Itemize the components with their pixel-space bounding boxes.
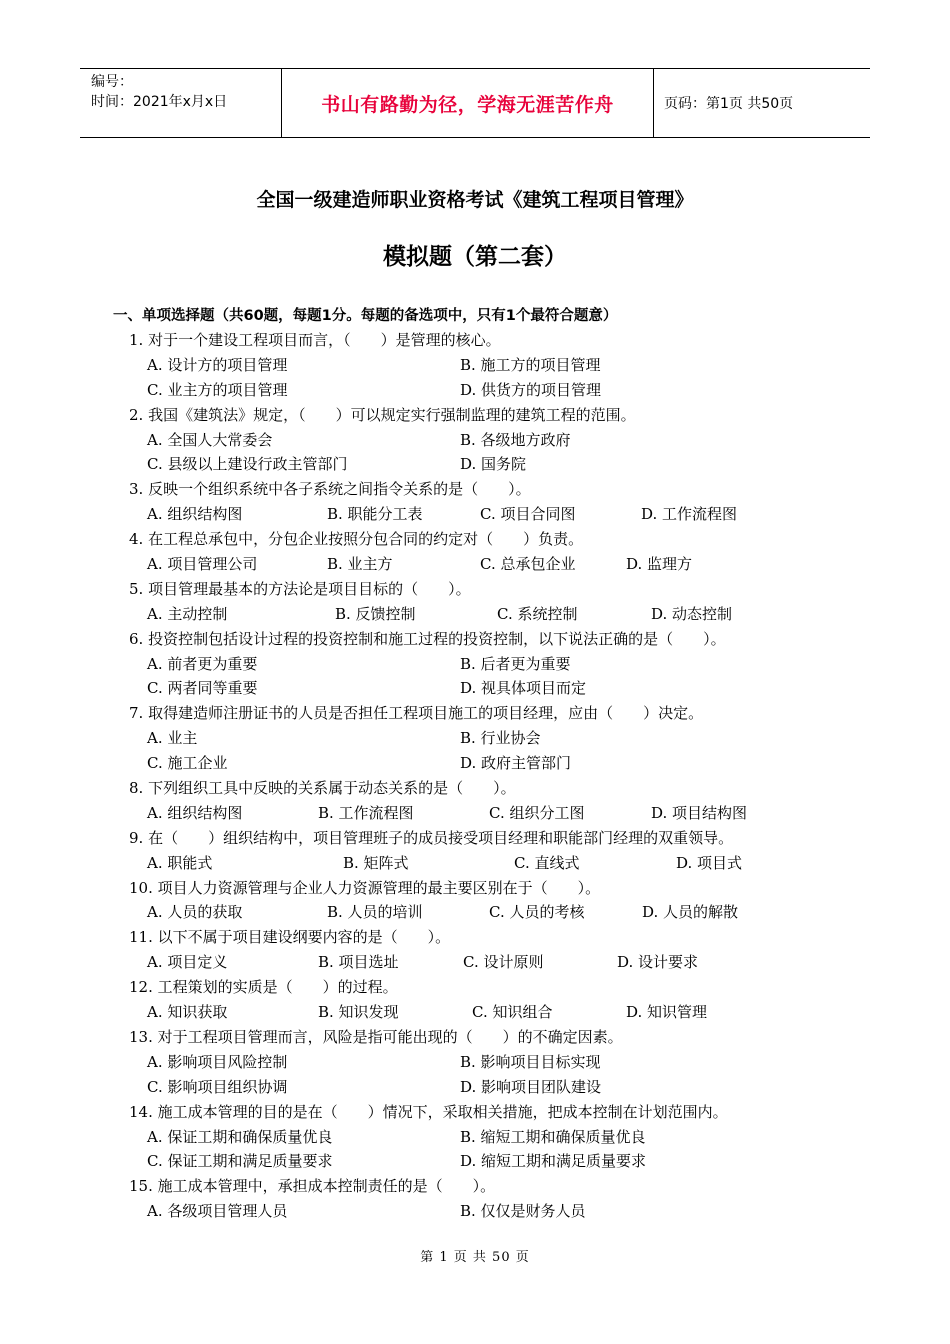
option: B. 业主方 bbox=[327, 555, 393, 574]
option: B. 项目选址 bbox=[318, 953, 399, 972]
option: C. 两者同等重要 bbox=[147, 679, 258, 698]
option: D. 人员的解散 bbox=[642, 903, 739, 922]
option: C. 总承包企业 bbox=[480, 555, 576, 574]
option: C. 组织分工图 bbox=[489, 803, 585, 822]
question-text: 1. 对于一个建设工程项目而言，（ ）是管理的核心。 bbox=[129, 331, 501, 349]
question-line bbox=[0, 527, 950, 552]
option: A. 前者更为重要 bbox=[147, 654, 258, 673]
option: A. 保证工期和确保质量优良 bbox=[147, 1127, 333, 1146]
option: B. 施工方的项目管理 bbox=[460, 355, 601, 374]
option: D. 供货方的项目管理 bbox=[460, 380, 602, 399]
option: D. 动态控制 bbox=[651, 604, 733, 623]
question-text: 2. 我国《建筑法》规定，（ ）可以规定实行强制监理的建筑工程的范围。 bbox=[129, 405, 636, 424]
question-text: 5. 项目管理最基本的方法论是项目目标的（ ）。 bbox=[129, 579, 471, 598]
option: B. 职能分工表 bbox=[327, 505, 423, 524]
option: C. 县级以上建设行政主管部门 bbox=[147, 455, 348, 474]
question-text: 14. 施工成本管理的目的是在（ ）情况下，采取相关措施，把成本控制在计划范围内。 bbox=[129, 1102, 728, 1121]
option: D. 设计要求 bbox=[617, 953, 699, 972]
option: B. 矩阵式 bbox=[343, 853, 409, 872]
document-title: 全国一级建造师职业资格考试《建筑工程项目管理》 bbox=[256, 189, 694, 211]
option: C. 项目合同图 bbox=[480, 505, 576, 524]
question-text: 7. 取得建造师注册证书的人员是否担任工程项目施工的项目经理，应由（ ）决定。 bbox=[129, 704, 704, 723]
option-row bbox=[0, 602, 950, 627]
option: B. 知识发现 bbox=[318, 1003, 399, 1022]
option: A. 各级项目管理人员 bbox=[147, 1202, 288, 1221]
question-line bbox=[0, 477, 950, 502]
option-row bbox=[0, 900, 950, 925]
option: A. 影响项目风险控制 bbox=[147, 1052, 288, 1071]
option: A. 人员的获取 bbox=[147, 903, 243, 922]
question-text: 6. 投资控制包括设计过程的投资控制和施工过程的投资控制，以下说法正确的是（ ）。 bbox=[129, 629, 726, 648]
option-row bbox=[0, 726, 950, 751]
question-text: 3. 反映一个组织系统中各子系统之间指令关系的是（ ）。 bbox=[129, 480, 531, 499]
option: B. 各级地方政府 bbox=[460, 430, 571, 449]
option: C. 直线式 bbox=[514, 853, 580, 872]
option: D. 政府主管部门 bbox=[460, 754, 572, 773]
question-line bbox=[0, 1025, 950, 1050]
option: D. 知识管理 bbox=[626, 1003, 708, 1022]
header-meta bbox=[80, 69, 281, 137]
option: C. 业主方的项目管理 bbox=[147, 380, 288, 399]
option: B. 后者更为重要 bbox=[460, 654, 571, 673]
option-row bbox=[0, 353, 950, 378]
option: D. 项目式 bbox=[676, 853, 743, 872]
option-row bbox=[0, 751, 950, 776]
question-line bbox=[0, 328, 950, 353]
option: C. 施工企业 bbox=[147, 754, 228, 773]
option: B. 仅仅是财务人员 bbox=[460, 1202, 586, 1221]
question-list bbox=[0, 328, 950, 1224]
option-row bbox=[0, 950, 950, 975]
question-line bbox=[0, 925, 950, 950]
question-line bbox=[0, 1100, 950, 1125]
option: B. 影响项目目标实现 bbox=[460, 1052, 601, 1071]
option: C. 影响项目组织协调 bbox=[147, 1077, 288, 1096]
document-number-label: 编号： bbox=[91, 74, 133, 90]
option-row bbox=[0, 676, 950, 701]
option: C. 人员的考核 bbox=[489, 903, 585, 922]
question-line bbox=[0, 876, 950, 901]
option: D. 国务院 bbox=[460, 455, 527, 474]
question-line bbox=[0, 776, 950, 801]
option-row bbox=[0, 652, 950, 677]
option: C. 知识组合 bbox=[472, 1003, 553, 1022]
question-line bbox=[0, 627, 950, 652]
option: A. 业主 bbox=[147, 729, 198, 748]
question-line bbox=[0, 1174, 950, 1199]
question-text: 10. 项目人力资源管理与企业人力资源管理的最主要区别在于（ ）。 bbox=[129, 878, 601, 897]
option: D. 视具体项目而定 bbox=[460, 679, 587, 698]
option: A. 主动控制 bbox=[147, 604, 228, 623]
question-text: 4. 在工程总承包中，分包企业按照分包合同的约定对（ ）负责。 bbox=[129, 530, 584, 549]
option: A. 职能式 bbox=[147, 853, 213, 872]
option: D. 监理方 bbox=[626, 555, 693, 574]
section-heading: 一、单项选择题（共60题，每题1分。每题的备选项中，只有1个最符合题意） bbox=[113, 308, 618, 324]
option: A. 知识获取 bbox=[147, 1003, 228, 1022]
option: A. 全国人大常委会 bbox=[147, 430, 273, 449]
option-row bbox=[0, 552, 950, 577]
option: C. 设计原则 bbox=[463, 953, 544, 972]
document-subtitle: 模拟题（第二套） bbox=[383, 244, 567, 270]
option: C. 系统控制 bbox=[497, 604, 578, 623]
question-line bbox=[0, 577, 950, 602]
option: D. 影响项目团队建设 bbox=[460, 1077, 602, 1096]
option-row bbox=[0, 452, 950, 477]
question-text: 11. 以下不属于项目建设纲要内容的是（ ）。 bbox=[129, 928, 451, 947]
option-row bbox=[0, 428, 950, 453]
question-line bbox=[0, 826, 950, 851]
option-row bbox=[0, 1149, 950, 1174]
option-row bbox=[0, 851, 950, 876]
option: A. 组织结构图 bbox=[147, 803, 243, 822]
document-date-label: 时间：2021年x月x日 bbox=[91, 94, 228, 110]
option: B. 反馈控制 bbox=[335, 604, 416, 623]
page-footer: 第 1 页 共 50 页 bbox=[420, 1250, 530, 1265]
document-header bbox=[80, 68, 870, 138]
option-row bbox=[0, 1050, 950, 1075]
option: B. 缩短工期和确保质量优良 bbox=[460, 1127, 646, 1146]
option: D. 工作流程图 bbox=[641, 505, 738, 524]
question-text: 15. 施工成本管理中，承担成本控制责任的是（ ）。 bbox=[129, 1177, 496, 1196]
option-row bbox=[0, 1000, 950, 1025]
option: D. 项目结构图 bbox=[651, 803, 748, 822]
header-motto: 书山有路勤为径，学海无涯苦作舟 bbox=[281, 69, 654, 137]
option: A. 组织结构图 bbox=[147, 505, 243, 524]
option: B. 人员的培训 bbox=[327, 903, 423, 922]
option: D. 缩短工期和满足质量要求 bbox=[460, 1152, 647, 1171]
question-text: 9. 在（ ）组织结构中，项目管理班子的成员接受项目经理和职能部门经理的双重领导。 bbox=[129, 828, 734, 847]
option-row bbox=[0, 1125, 950, 1150]
option-row bbox=[0, 378, 950, 403]
question-text: 13. 对于工程项目管理而言，风险是指可能出现的（ ）的不确定因素。 bbox=[129, 1027, 623, 1046]
option: B. 工作流程图 bbox=[318, 803, 414, 822]
option-row bbox=[0, 502, 950, 527]
question-text: 8. 下列组织工具中反映的关系属于动态关系的是（ ）。 bbox=[129, 779, 516, 798]
option: C. 保证工期和满足质量要求 bbox=[147, 1152, 333, 1171]
option: A. 项目定义 bbox=[147, 953, 228, 972]
question-line bbox=[0, 975, 950, 1000]
option-row bbox=[0, 1199, 950, 1224]
option: B. 行业协会 bbox=[460, 729, 541, 748]
option-row bbox=[0, 1075, 950, 1100]
question-line bbox=[0, 701, 950, 726]
option: A. 设计方的项目管理 bbox=[147, 355, 288, 374]
option: A. 项目管理公司 bbox=[147, 555, 258, 574]
header-page-info: 页码：第1页 共50页 bbox=[664, 96, 794, 112]
question-text: 12. 工程策划的实质是（ ）的过程。 bbox=[129, 978, 398, 997]
question-line bbox=[0, 403, 950, 428]
option-row bbox=[0, 801, 950, 826]
